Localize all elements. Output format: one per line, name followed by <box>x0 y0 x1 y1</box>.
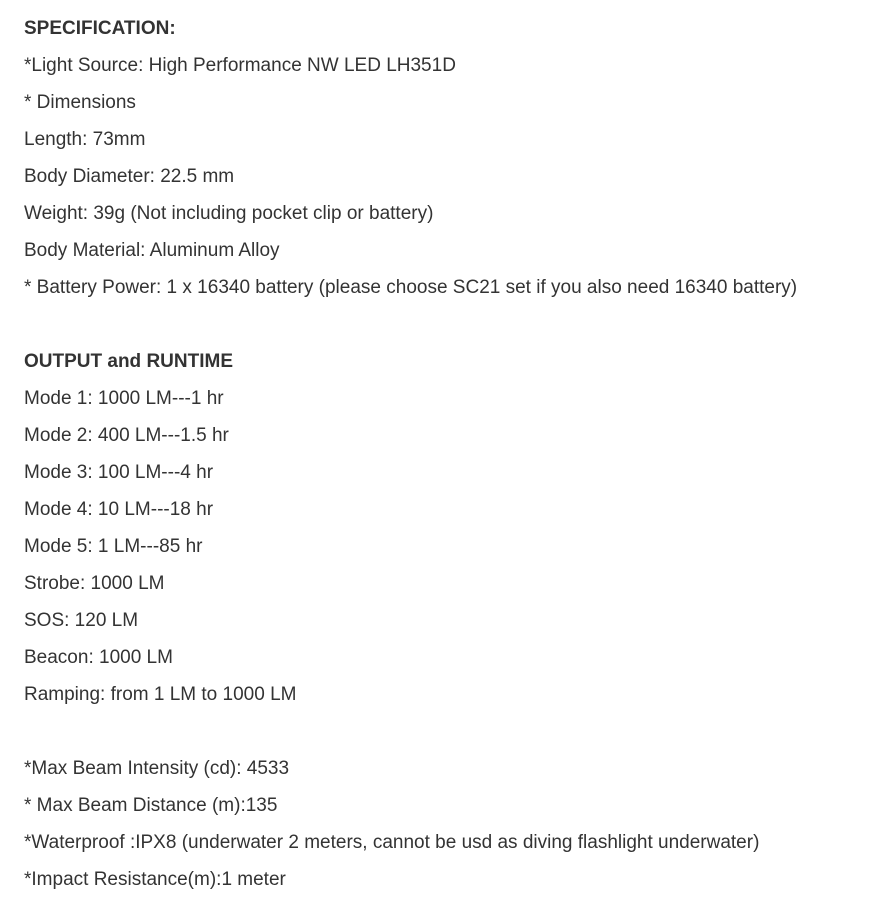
section-gap <box>24 306 865 343</box>
output-line-mode5: Mode 5: 1 LM---85 hr <box>24 536 203 557</box>
output-runtime-heading: OUTPUT and RUNTIME <box>24 351 233 372</box>
rating-line-impact-resistance: *Impact Resistance(m):1 meter <box>24 869 286 890</box>
output-line-ramping: Ramping: from 1 LM to 1000 LM <box>24 684 297 705</box>
output-line-mode2: Mode 2: 400 LM---1.5 hr <box>24 425 229 446</box>
output-line-mode4: Mode 4: 10 LM---18 hr <box>24 499 214 520</box>
output-line-mode3: Mode 3: 100 LM---4 hr <box>24 462 214 483</box>
spec-line-length: Length: 73mm <box>24 129 146 150</box>
rating-line-beam-distance: * Max Beam Distance (m):135 <box>24 795 278 816</box>
spec-line-weight: Weight: 39g (Not including pocket clip or battery) <box>24 203 434 224</box>
spec-line-light-source: *Light Source: High Performance NW LED LH351D <box>24 55 456 76</box>
spec-line-body-material: Body Material: Aluminum Alloy <box>24 240 280 261</box>
output-line-mode1: Mode 1: 1000 LM---1 hr <box>24 388 224 409</box>
section-gap <box>24 713 865 750</box>
specification-heading: SPECIFICATION: <box>24 18 176 39</box>
output-line-beacon: Beacon: 1000 LM <box>24 647 173 668</box>
rating-line-beam-intensity: *Max Beam Intensity (cd): 4533 <box>24 758 290 779</box>
rating-line-waterproof: *Waterproof :IPX8 (underwater 2 meters, cannot be usd as diving flashlight underwater) <box>24 832 760 853</box>
output-line-strobe: Strobe: 1000 LM <box>24 573 165 594</box>
output-line-sos: SOS: 120 LM <box>24 610 139 631</box>
spec-line-dimensions: * Dimensions <box>24 92 136 113</box>
spec-line-body-diameter: Body Diameter: 22.5 mm <box>24 166 235 187</box>
spec-line-battery-power: * Battery Power: 1 x 16340 battery (please choose SC21 set if you also need 16340 battery) <box>24 277 798 298</box>
